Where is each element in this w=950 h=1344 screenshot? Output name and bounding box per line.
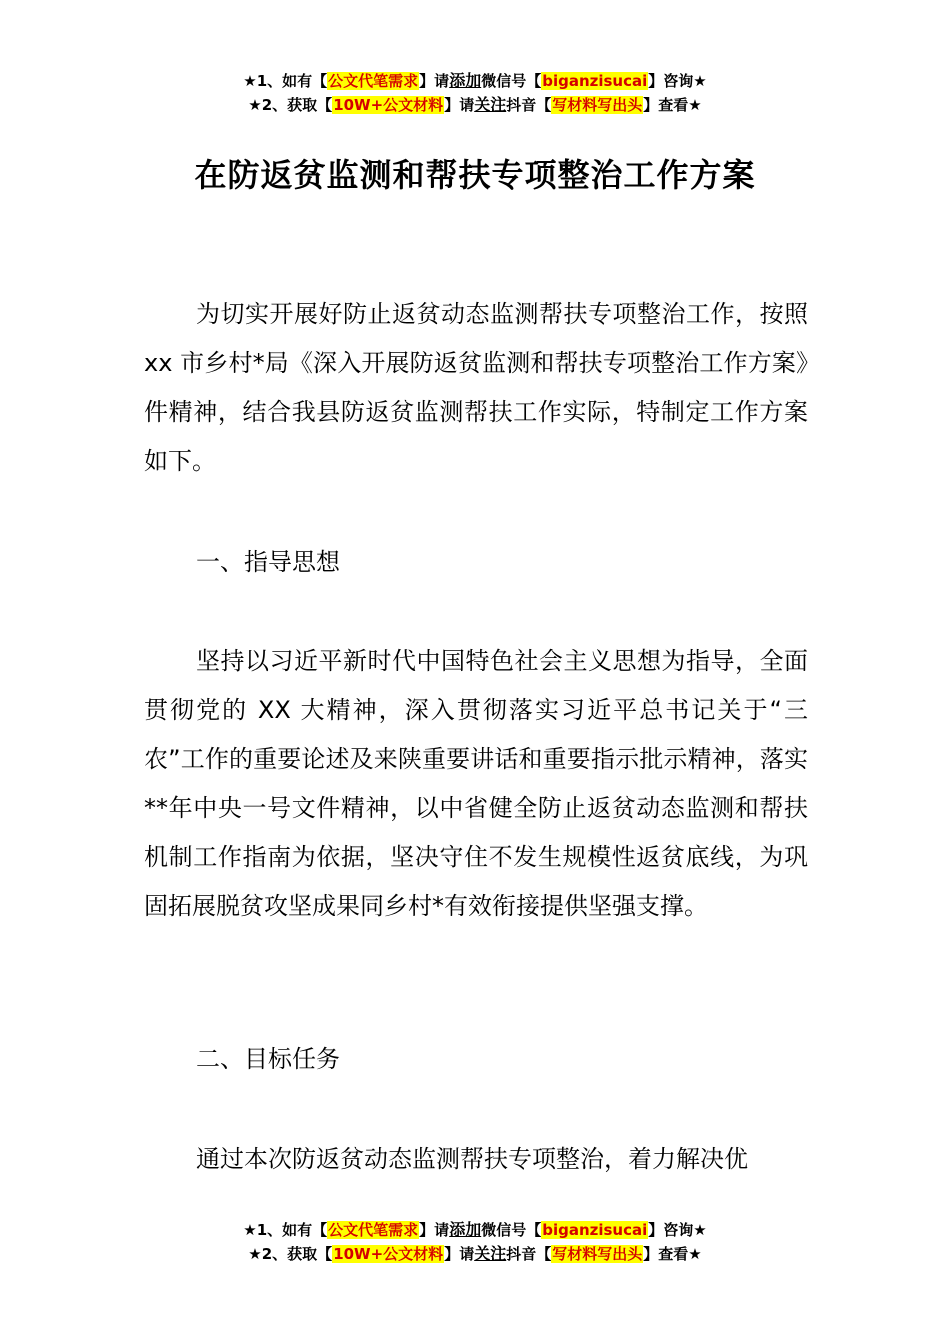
- banner-text: 】请: [419, 72, 450, 90]
- highlight-wechat-id: biganzisucai: [542, 1221, 648, 1239]
- banner-text: ★2、获取【: [248, 1245, 333, 1263]
- banner-text: 】请: [444, 96, 475, 114]
- section-body-guiding-ideology: 坚持以习近平新时代中国特色社会主义思想为指导，全面贯彻党的 XX 大精神，深入贯彻落实习近平总书记关于“三农”工作的重要论述及来陕重要讲话和重要指示批示精神，落实**年中央一号文件精神，以中省健全防止返贫动态监测和帮扶机制工作指南为依据，坚决守住不发生规模性返贫底线，为巩固拓展脱贫攻坚成果同乡村*有效衔接提供坚强支撑。: [144, 647, 808, 920]
- header-banner: [0, 69, 950, 117]
- banner-text: 抖音【: [506, 96, 552, 114]
- highlight-wechat-id: biganzisucai: [542, 72, 648, 90]
- banner-emphasis: 关注: [474, 95, 507, 114]
- highlight-service: 公文代笔需求: [328, 1221, 419, 1239]
- banner-emphasis: 关注: [474, 1244, 507, 1263]
- banner-text: 】请: [419, 1221, 450, 1239]
- highlight-douyin: 写材料写出头: [552, 96, 643, 114]
- section-heading-guiding-ideology: 一、指导思想: [196, 548, 340, 576]
- banner-text: 】咨询★: [648, 72, 707, 90]
- section-body-objectives: 通过本次防返贫动态监测帮扶专项整治，着力解决优: [196, 1145, 748, 1173]
- banner-text: ★1、如有【: [243, 1221, 328, 1239]
- highlight-materials: 10W+公文材料: [333, 1245, 444, 1263]
- highlight-douyin: 写材料写出头: [552, 1245, 643, 1263]
- banner-line-1: [0, 69, 950, 93]
- banner-text: 微信号【: [481, 72, 542, 90]
- banner-text: 】查看★: [643, 96, 702, 114]
- intro-paragraph: 为切实开展好防止返贫动态监测帮扶专项整治工作，按照 xx 市乡村*局《深入开展防返贫监测和帮扶专项整治工作方案》件精神，结合我县防返贫监测帮扶工作实际，特制定工作方案如下。: [144, 300, 808, 475]
- banner-text: 微信号【: [481, 1221, 542, 1239]
- banner-text: 抖音【: [506, 1245, 552, 1263]
- highlight-materials: 10W+公文材料: [333, 96, 444, 114]
- document-title: 在防返贫监测和帮扶专项整治工作方案: [194, 156, 756, 194]
- banner-line-2: [0, 93, 950, 117]
- banner-text: ★1、如有【: [243, 72, 328, 90]
- banner-emphasis: 添加: [449, 71, 482, 90]
- banner-text: ★2、获取【: [248, 96, 333, 114]
- banner-emphasis: 添加: [449, 1220, 482, 1239]
- banner-line-2: [0, 1242, 950, 1266]
- footer-banner: [0, 1218, 950, 1266]
- banner-line-1: [0, 1218, 950, 1242]
- banner-text: 】查看★: [643, 1245, 702, 1263]
- banner-text: 】咨询★: [648, 1221, 707, 1239]
- highlight-service: 公文代笔需求: [328, 72, 419, 90]
- section-heading-objectives: 二、目标任务: [196, 1045, 340, 1073]
- banner-text: 】请: [444, 1245, 475, 1263]
